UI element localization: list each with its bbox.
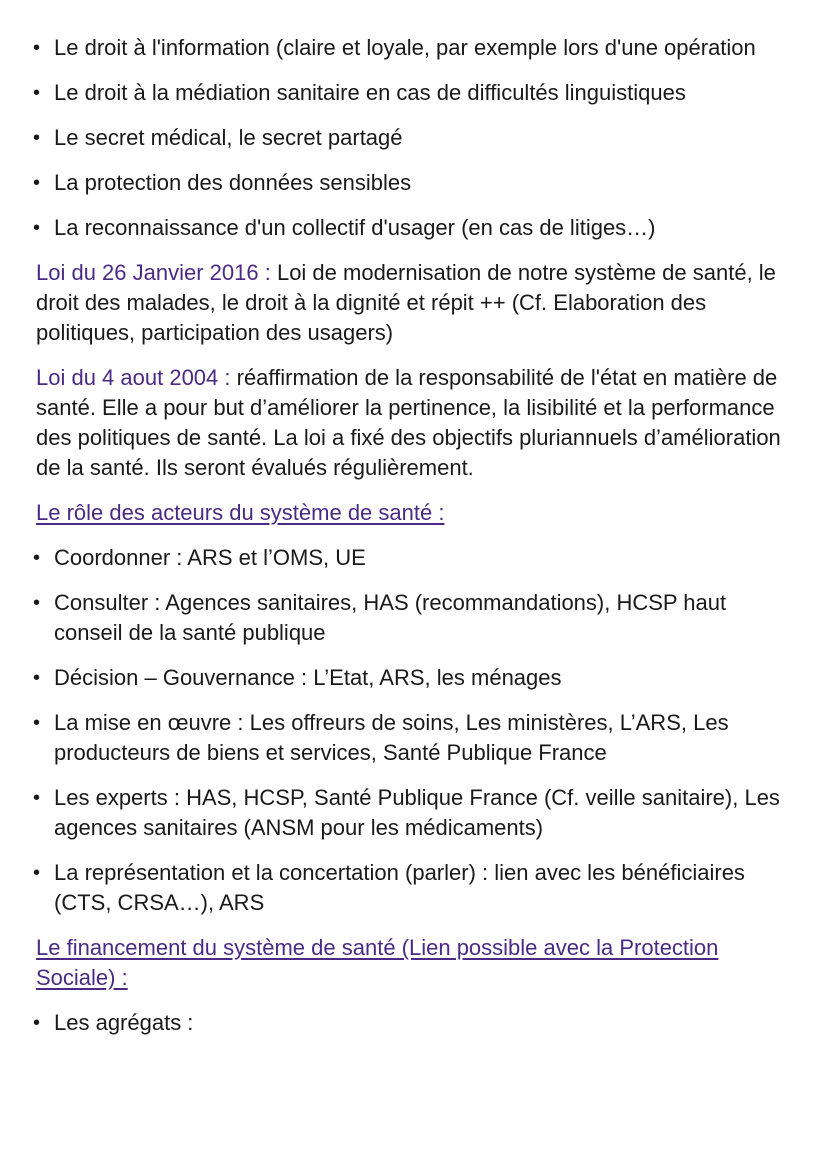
- list-item: • Le droit à l'information (claire et loyale, par exemple lors d'une opération: [36, 33, 792, 63]
- list-item: • La protection des données sensibles: [36, 168, 792, 198]
- rights-list: [36, 33, 792, 243]
- law-2016-paragraph: [36, 258, 792, 348]
- law-2004-label: Loi du 4 aout 2004 :: [36, 365, 231, 390]
- financing-list: [36, 1008, 792, 1038]
- list-item: • La représentation et la concertation (parler) : lien avec les bénéficiaires (CTS, CRSA…), ARS: [36, 858, 792, 918]
- financing-heading: Le financement du système de santé (Lien possible avec la Protection Sociale) :: [36, 935, 719, 990]
- law-2016-text: Loi de modernisation de notre système de santé, le droit des malades, le droit à la dignité et répit ++ (Cf. Elaboration des politiques, participation des usagers): [36, 260, 776, 345]
- list-item: • Coordonner : ARS et l’OMS, UE: [36, 543, 792, 573]
- law-2004-text: réaffirmation de la responsabilité de l'état en matière de santé. Elle a pour but d’améliorer la pertinence, la lisibilité et la performance des politiques de santé. La loi a fixé des objectifs pluriannuels d’amélioration de la santé. Ils seront évalués régulièrement.: [36, 365, 781, 480]
- list-item: • Décision – Gouvernance : L’Etat, ARS, les ménages: [36, 663, 792, 693]
- law-2004-paragraph: [36, 363, 792, 483]
- list-item: • Les agrégats :: [36, 1008, 792, 1038]
- roles-list: [36, 543, 792, 918]
- list-item: • Le secret médical, le secret partagé: [36, 123, 792, 153]
- list-item: • La mise en œuvre : Les offreurs de soins, Les ministères, L’ARS, Les producteurs de biens et services, Santé Publique France: [36, 708, 792, 768]
- law-2016-label: Loi du 26 Janvier 2016 :: [36, 260, 271, 285]
- list-item: • La reconnaissance d'un collectif d'usager (en cas de litiges…): [36, 213, 792, 243]
- list-item: • Les experts : HAS, HCSP, Santé Publique France (Cf. veille sanitaire), Les agences sanitaires (ANSM pour les médicaments): [36, 783, 792, 843]
- list-item: • Le droit à la médiation sanitaire en cas de difficultés linguistiques: [36, 78, 792, 108]
- list-item: • Consulter : Agences sanitaires, HAS (recommandations), HCSP haut conseil de la santé publique: [36, 588, 792, 648]
- roles-heading: Le rôle des acteurs du système de santé :: [36, 500, 445, 525]
